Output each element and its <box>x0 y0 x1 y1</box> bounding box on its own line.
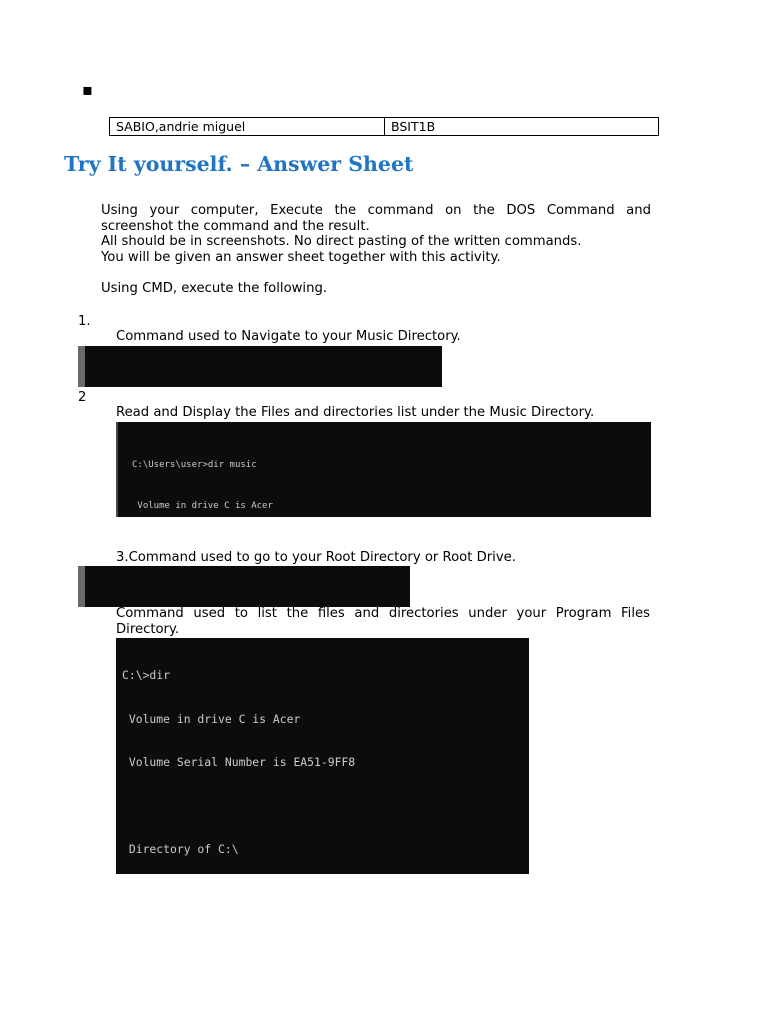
terminal-screenshot-1 <box>78 346 442 387</box>
instruction-cmd: Using CMD, execute the following. <box>101 280 328 296</box>
item-number-1: 1. <box>78 314 91 329</box>
terminal-screenshot-4 <box>116 638 529 874</box>
terminal-4-line: Volume Serial Number is EA51-9FF8 <box>122 755 356 769</box>
instruction-screenshots: All should be in screenshots. No direct pasting of the written commands. <box>101 234 582 249</box>
terminal-2-line: Volume in drive C is Acer <box>132 501 273 512</box>
terminal-4-line: Volume in drive C is Acer <box>122 711 301 726</box>
student-info-table <box>109 117 659 136</box>
page-title: Try It yourself. – Answer Sheet <box>64 152 414 176</box>
question-2: Read and Display the Files and directories list under the Music Directory. <box>116 405 595 420</box>
terminal-screenshot-3 <box>78 566 410 607</box>
instruction-execute: Using your computer, Execute the command on the DOS Command and screenshot the command and the result. <box>101 203 651 234</box>
student-name-cell: SABIO,andrie miguel <box>110 118 385 136</box>
student-section-cell: BSIT1B <box>385 118 659 136</box>
instructions <box>101 203 651 296</box>
terminal-2-line: C:\Users\user>dir music <box>132 460 257 470</box>
question-4: Command used to list the files and directories under your Program Files Directory. <box>116 606 650 637</box>
instruction-answer-sheet: You will be given an answer sheet together with this activity. <box>101 249 501 265</box>
question-1: Command used to Navigate to your Music Directory. <box>116 329 461 344</box>
terminal-screenshot-2 <box>116 422 651 517</box>
item-number-2: 2 <box>78 390 87 405</box>
terminal-4-line: C:\>dir <box>122 668 171 682</box>
question-3: 3.Command used to go to your Root Directory or Root Drive. <box>116 550 516 565</box>
terminal-4-line <box>122 800 529 814</box>
terminal-4-line: Directory of C:\ <box>122 842 239 856</box>
list-bullet: ▪ <box>82 80 93 99</box>
